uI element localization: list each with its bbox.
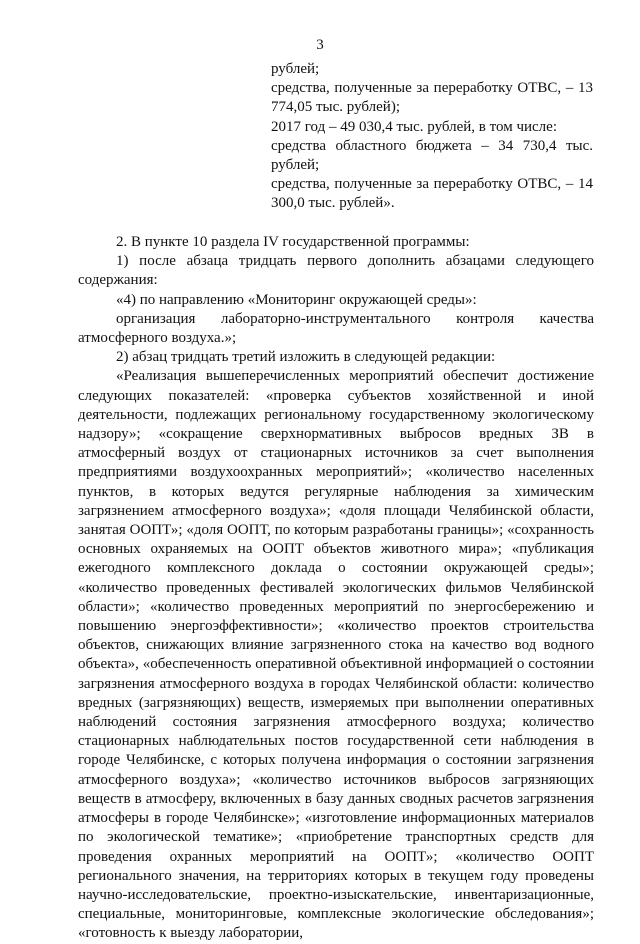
- paragraph: «Реализация вышеперечисленных мероприятий обеспечит достижение следующих показателей: «проверка субъектов хозяйственной и иной деятельности, подлежащих региональному государственному экологическому надзору»; «сокращение сверхнормативных выбросов вредных ЗВ в атмосферный воздух от стационарных источников за счет выполнения предприятиями воздухоохранных мероприятий»; «количество населенных пунктов, в которых ведутся регулярные наблюдения за химическим загрязнением атмосферного воздуха»; «доля площади Челябинской области, занятая ООПТ»; «доля ООПТ, по которым разработаны границы»; «сохранность основных охраняемых на ООПТ объектов животного мира»; «публикация ежегодного комплексного доклада о состоянии окружающей среды»; «количество проведенных фестивалей экологических фильмов Челябинской области»; «количество проведенных мероприятий по энергосбережению и повышению энергоэффективности»; «количество проектов строительства объектов, снижающих влияние загрязненного стока на качество вод водного объекта», «обеспеченность оперативной объективной информацией о состоянии загрязнения атмосферного воздуха в городах Челябинской области: количество вредных (загрязняющих) веществ, измеряемых при выполнении оперативных наблюдений состояния загрязнения атмосферного воздуха; количество стационарных наблюдательных постов государственной сети наблюдения в городе Челябинске, с которых получена информация о состоянии загрязнения атмосферного воздуха»; «количество источников выбросов загрязняющих веществ в атмосферу, включенных в базу данных сводных расчетов загрязнения атмосферы в городе Челябинске»; «изготовление информационных материалов по экологической тематике»; «приобретение транспортных средств для проведения охранных мероприятий на ООПТ»; «количество ООПТ регионального значения, на территориях которых в текущем году проведены научно-исследовательские, проектно-изыскательские, инвентаризационные, специальные, мониторинговые, комплексные экологические обследования»; «готовность к выезду лаборатории,: [78, 368, 594, 942]
- funding-line: рублей;: [271, 61, 320, 77]
- funding-line: 2017 год – 49 030,4 тыс. рублей, в том числе:: [271, 118, 557, 135]
- paragraph: «4) по направлению «Мониторинг окружающей среды»:: [116, 291, 477, 308]
- funding-continuation: [271, 60, 593, 214]
- paragraph: 2. В пункте 10 раздела IV государственной программы:: [116, 234, 470, 250]
- funding-line: средства областного бюджета – 34 730,4 тыс. рублей;: [271, 137, 593, 174]
- paragraph: 2) абзац тридцать третий изложить в следующей редакции:: [116, 349, 496, 366]
- document-body: [78, 233, 594, 944]
- paragraph: 1) после абзаца тридцать первого дополнить абзацами следующего содержания:: [78, 253, 594, 289]
- paragraph: организация лабораторно-инструментального контроля качества атмосферного воздуха.»;: [78, 310, 594, 347]
- page-number: 3: [316, 37, 324, 53]
- funding-line: средства, полученные за переработку ОТВС, – 14 300,0 тыс. рублей».: [271, 176, 593, 212]
- funding-line: средства, полученные за переработку ОТВС, – 13 774,05 тыс. рублей);: [271, 80, 593, 116]
